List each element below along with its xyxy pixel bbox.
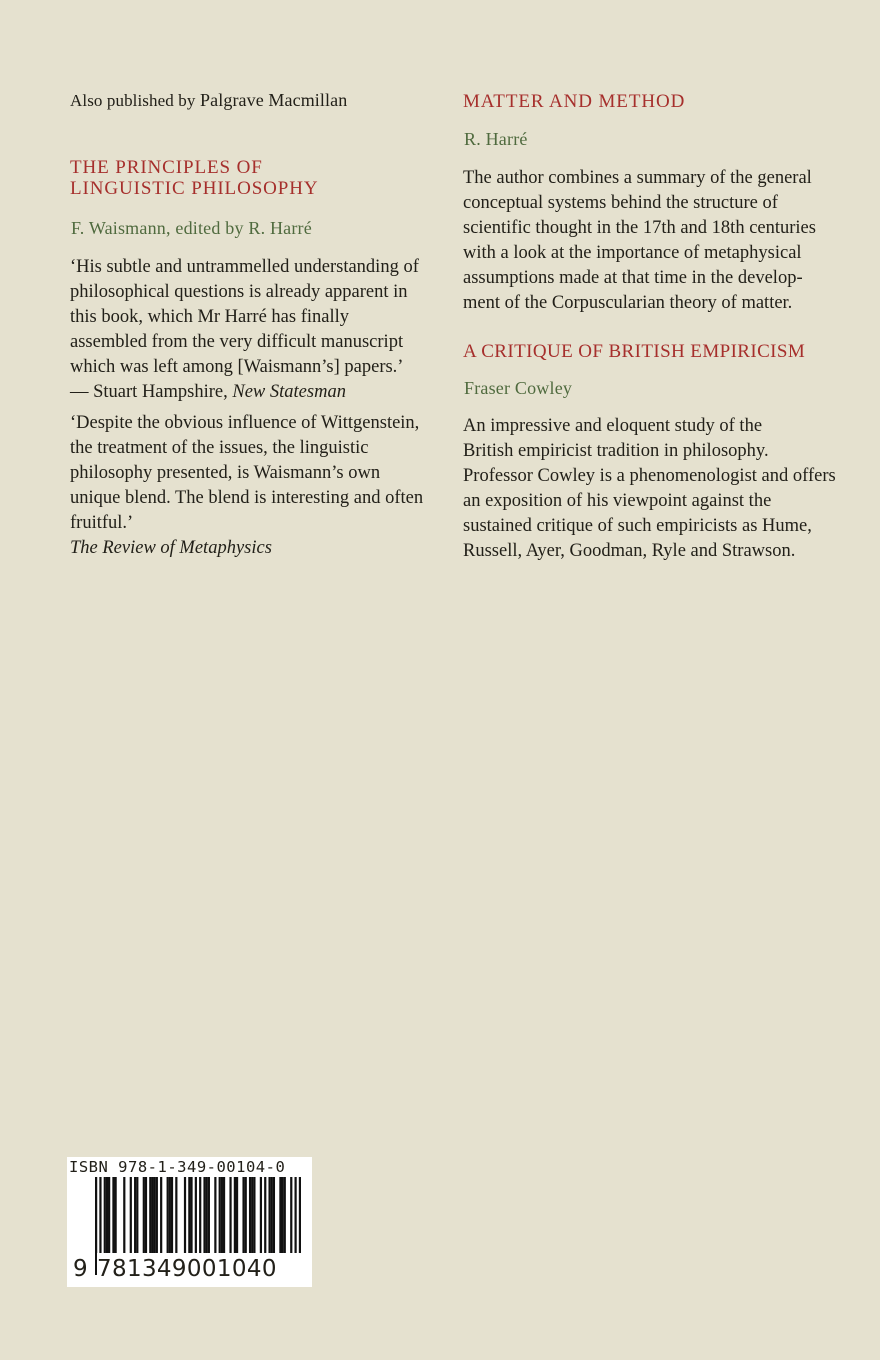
barcode-bar [260, 1177, 262, 1257]
publisher-lead: Also published by [70, 91, 196, 110]
publisher-line [70, 90, 347, 111]
barcode-bar [223, 1177, 225, 1257]
isbn-text: ISBN 978-1-349-00104-0 [69, 1158, 286, 1176]
barcode-bar [104, 1177, 106, 1257]
barcode-bar [115, 1177, 117, 1257]
review-quote-hampshire [70, 255, 445, 405]
book-title-principles [70, 157, 319, 199]
barcode-bar [167, 1177, 169, 1257]
book-description-critique [463, 414, 848, 564]
barcode-bar [145, 1177, 147, 1257]
barcode-bar [188, 1177, 190, 1257]
description-line: An impressive and eloquent study of the [463, 416, 763, 436]
quote-line: unique blend. The blend is interesting and often [70, 488, 424, 508]
barcode-bar [264, 1177, 266, 1257]
quote-line: ‘His subtle and untrammelled understanding of [70, 257, 419, 277]
barcode-bar [154, 1177, 156, 1257]
barcode-bar [175, 1177, 177, 1257]
barcode-bar [134, 1177, 136, 1257]
barcode-digit-first: 9 [73, 1256, 88, 1282]
barcode-bar [160, 1177, 162, 1257]
book-title-line: A CRITIQUE OF BRITISH EMPIRICISM [463, 341, 806, 362]
barcode-bar [236, 1177, 238, 1257]
barcode-bar [281, 1177, 283, 1257]
attribution-prefix: — Stuart Hampshire, [70, 382, 233, 402]
quote-line: which was left among [Waismann’s] papers.’ [70, 357, 404, 377]
quote-line: assembled from the very difficult manuscript [70, 332, 404, 352]
barcode-bar [271, 1177, 273, 1257]
barcode-bar [206, 1177, 208, 1257]
barcode-bar [151, 1177, 153, 1257]
quote-line: philosophical questions is already apparent in [70, 282, 408, 302]
barcode-bar [234, 1177, 236, 1257]
barcode-bar [208, 1177, 210, 1257]
quote-line: this book, which Mr Harré has finally [70, 307, 349, 327]
publisher-name: Palgrave Macmillan [200, 90, 348, 110]
book-title-matter-and-method [463, 91, 685, 112]
barcode-bar [143, 1177, 145, 1257]
book-title-line: THE PRINCIPLES OF [70, 157, 263, 178]
barcode-bar [106, 1177, 108, 1257]
barcode-bar [108, 1177, 110, 1257]
barcode-bar [221, 1177, 223, 1257]
barcode-bar [249, 1177, 251, 1257]
description-line: British empiricist tradition in philosophy. [463, 441, 769, 461]
quote-attribution [70, 382, 346, 402]
description-line: scientific thought in the 17th and 18th centuries [463, 218, 816, 238]
barcode-bar [112, 1177, 114, 1257]
description-line: Professor Cowley is a phenomenologist and offers [463, 466, 836, 486]
barcode-bar [203, 1177, 205, 1257]
barcode-bar [268, 1177, 270, 1257]
book-description-matter-and-method [463, 166, 848, 316]
book-title-line: MATTER AND METHOD [463, 91, 686, 112]
quote-line: fruitful.’ [70, 513, 134, 533]
barcode-bar [245, 1177, 247, 1257]
book-author-harre: R. Harré [464, 129, 528, 149]
attribution-source: The Review of Metaphysics [70, 538, 272, 558]
quote-line: philosophy presented, is Waismann’s own [70, 463, 381, 483]
barcode-digits-rest: 781349001040 [97, 1253, 303, 1285]
barcode-bar [169, 1177, 171, 1257]
barcode-digits [67, 1253, 312, 1285]
book-author-waismann: F. Waismann, edited by R. Harré [71, 218, 312, 238]
barcode-bar [136, 1177, 138, 1257]
barcode-bar [190, 1177, 192, 1257]
description-line: conceptual systems behind the structure of [463, 193, 778, 213]
barcode-bar [214, 1177, 216, 1257]
description-line: Russell, Ayer, Goodman, Ryle and Strawson. [463, 541, 796, 561]
barcode-bar [171, 1177, 173, 1257]
barcode-bar [229, 1177, 231, 1257]
description-line: The author combines a summary of the general [463, 168, 812, 188]
book-author-cowley: Fraser Cowley [464, 378, 573, 398]
description-line: an exposition of his viewpoint against the [463, 491, 772, 511]
barcode-bar [290, 1177, 292, 1257]
barcode-bar [219, 1177, 221, 1257]
description-line: with a look at the importance of metaphysical [463, 243, 802, 263]
barcode-bar [251, 1177, 253, 1257]
barcode-bar [242, 1177, 244, 1257]
barcode-bar [123, 1177, 125, 1257]
barcode-bar [279, 1177, 281, 1257]
description-line: ment of the Corpuscularian theory of matter. [463, 293, 793, 313]
barcode-bar [149, 1177, 151, 1257]
isbn-barcode [67, 1157, 312, 1287]
barcode-bar [156, 1177, 158, 1257]
review-quote-metaphysics [70, 411, 445, 561]
description-line: sustained critique of such empiricists as Hume, [463, 516, 812, 536]
quote-line: ‘Despite the obvious influence of Wittgenstein, [70, 413, 420, 433]
barcode-bar [184, 1177, 186, 1257]
quote-line: the treatment of the issues, the linguistic [70, 438, 369, 458]
attribution-source: New Statesman [232, 382, 346, 402]
description-line: assumptions made at that time in the develop- [463, 268, 803, 288]
book-title-line: LINGUISTIC PHILOSOPHY [70, 178, 319, 199]
barcode-bar [253, 1177, 255, 1257]
barcode-bar [273, 1177, 275, 1257]
barcode-bar [284, 1177, 286, 1257]
barcode-bar [130, 1177, 132, 1257]
book-title-critique [463, 341, 805, 362]
